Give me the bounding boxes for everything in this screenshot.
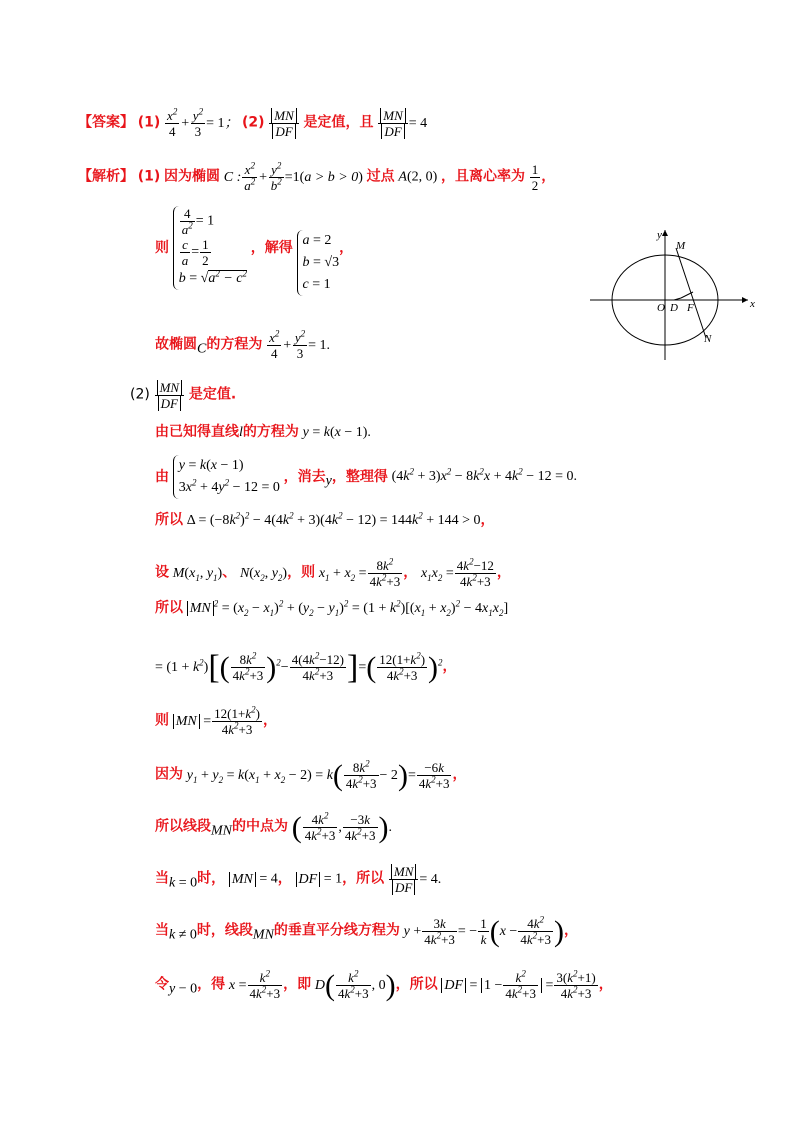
analysis-midpoint: 所以线段MN的中点为 ( $\frac{4k^2}{4k^2+3}$ , $\frac{-3k}{4k^2+3}$ ). [155, 810, 392, 844]
label-f: F [687, 302, 694, 314]
ellipse-figure [590, 228, 770, 368]
analysis-y-sum: 因为 $y_1 + y_2 = k(x_1 + x_2 - 2) = k$( $\frac{8k^2}{4k^2+3}$ − 2)= $\frac{-6k}{4k^2+3}$ ， [155, 758, 467, 792]
label-y: y [657, 229, 662, 241]
analysis-tag: 【解析】 [78, 168, 134, 185]
answer-ratio-value: $\frac{MN}{DF}$ = 4 [377, 116, 427, 131]
analysis-system-1: 则 $\frac{4}{a^2}$ = 1 $\frac{c}{a}$ = $\frac{1}{2}$ $b = √a^2 - c^2$ ，解得 a = 2 b = √3 c = 1 ， [155, 200, 353, 296]
y-axis-arrow [662, 230, 668, 236]
label-x: x [750, 298, 755, 310]
answer-part1-label: (1) [137, 114, 161, 131]
analysis-line-1: 【解析】 (1) 因为椭圆 C : $\frac{x^2}{a^2}$ + $\frac{y^2}{b^2}$ =1(a > b > 0) 过点 A(2, 0) ，且离心率为 $\frac{1}{2}$ ， [78, 160, 556, 193]
answer-line [78, 108, 427, 139]
answer-part2-label: (2) [241, 114, 265, 131]
analysis-df: 令y − 0，得 x = $\frac{k^2}{4k^2+3}$ ，即 D( $\frac{k^2}{4k^2+3}$ , 0)，所以 DF = 1 − $\frac{k^2}{4k^2+3}$ = $\frac{3(k^2+1)}{4k^2+3}$ ， [155, 968, 613, 1002]
analysis-k-nonzero: 当k ≠ 0时，线段MN的垂直平分线方程为 y + $\frac{3k}{4k^2+3}$ = − $\frac{1}{k}$ (x − $\frac{4k^2}{4k^2+3}$ )， [155, 914, 578, 948]
label-d: D [670, 302, 678, 314]
label-n: N [704, 333, 712, 345]
analysis-discriminant: 所以 $\Delta = (-8k^2)^2 - 4(4k^2 + 3)(4k^2 - 12) = 144k^2 + 144 > 0$， [155, 510, 495, 528]
answer-ratio: $\frac{MN}{DF}$ [268, 116, 300, 131]
x-axis-arrow [742, 297, 748, 303]
label-m: M [676, 240, 686, 252]
analysis-mn-squared-2: = $(1 + k^2)$[( $\frac{8k^2}{4k^2+3}$ )$^2$− $\frac{4(4k^2-12)}{4k^2+3}$ ]=( $\frac{12(1+k^2)}{4k^2+3}$ )$^2$， [155, 648, 457, 686]
analysis-vieta: 设 $M(x_1$, $y_1$)、 $N(x_2$, $y_2$)，则 $x_1 + x_2$ = $\frac{8k^2}{4k^2+3}$ ， $x_1x_2$ = $\frac{4k^2-12}{4k^2+3}$ ， [155, 556, 511, 589]
analysis-line-l: 由已知得直线l的方程为 y = k(x − 1). [155, 424, 371, 440]
label-o: O [657, 302, 665, 314]
analysis-mn: 则 MN = $\frac{12(1+k^2)}{4k^2+3}$ ， [155, 704, 277, 737]
answer-part1-eq: $\frac{x^2}{4}$ + $\frac{y^2}{3}$ = 1； [167, 106, 242, 139]
analysis-k-zero: 当k = 0时， MN = 4， DF = 1，所以 $\frac{MN}{DF}$ = 4. [155, 864, 442, 895]
analysis-part2: (2) $\frac{MN}{DF}$ 是定值. [130, 380, 237, 411]
answer-tag: 【答案】 [78, 114, 134, 131]
analysis-ellipse-eq: 故椭圆C的方程为 $\frac{x^2}{4}$ + $\frac{y^2}{3}$ = 1. [155, 328, 331, 361]
analysis-system-2: 由 y = k(x − 1) $3x^2 + 4y^2 - 12 = 0$ ，消去y，整理得 $(4k^2 + 3)x^2 - 8k^2x + 4k^2 - 12 = 0$. [155, 455, 577, 499]
analysis-mn-squared: 所以 MN $^2 = (x_2 - x_1)^2 + (y_2 - y_1)^2 = (1 + k^2)[(x_1 + x_2)^2 - 4x_1x_2]$ [155, 598, 509, 618]
answer-part2-text: 是定值，且 [303, 114, 374, 131]
